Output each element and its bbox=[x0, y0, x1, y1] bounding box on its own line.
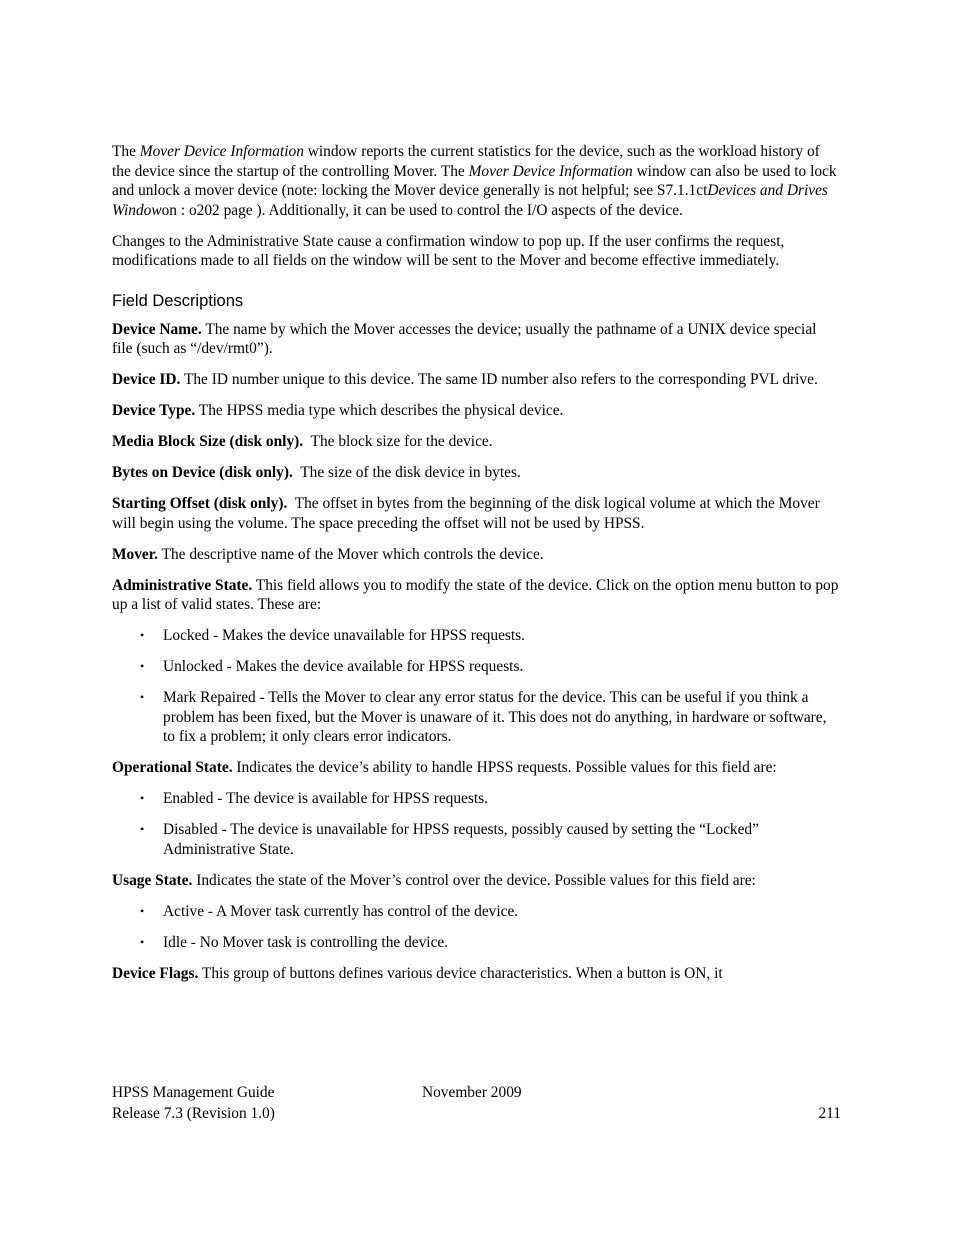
intro-text: window can also be used to lock and unlock a mover device (note: locking the Mover device generally is not helpful; see S7.1.1ct bbox=[112, 162, 837, 199]
list-item-text: Enabled - The device is available for HPSS requests. bbox=[163, 790, 488, 807]
window-name: Mover Device Information bbox=[468, 162, 633, 180]
list-item-text: Unlocked - Makes the device available for HPSS requests. bbox=[163, 658, 524, 675]
list-item bbox=[112, 657, 840, 677]
field-term: Administrative State. bbox=[112, 576, 253, 594]
list-item-text: Disabled - The device is unavailable for HPSS requests, possibly caused by setting the “Locked” Administrative State. bbox=[163, 821, 759, 858]
field-bytes-on-device bbox=[112, 463, 840, 483]
list-item bbox=[112, 820, 840, 859]
list-item bbox=[112, 626, 840, 646]
field-description: The offset in bytes from the beginning of the disk logical volume at which the Mover will begin using the volume. The space preceding the offset will not be used by HPSS. bbox=[112, 495, 824, 532]
field-term: Media Block Size (disk only). bbox=[112, 433, 304, 450]
bullet-icon: • bbox=[140, 791, 145, 805]
field-device-type bbox=[112, 401, 840, 421]
intro-paragraph bbox=[112, 142, 840, 220]
field-media-block-size bbox=[112, 432, 840, 452]
field-starting-offset bbox=[112, 494, 840, 533]
field-term: Starting Offset (disk only). bbox=[112, 495, 288, 512]
field-description: Indicates the state of the Mover’s control over the device. Possible values for this field are: bbox=[192, 871, 756, 889]
field-term: Usage State. bbox=[112, 871, 193, 889]
list-item-text: Mark Repaired - Tells the Mover to clear any error status for the device. This can be useful if you think a problem has been fixed, but the Mover is unaware of it. This does not do anything, in hardware or software, to fix a problem; it only clears error indicators. bbox=[163, 689, 827, 745]
field-description: This field allows you to modify the state of the device. Click on the option menu button to pop up a list of valid states. These are: bbox=[112, 576, 839, 613]
field-description: Indicates the device’s ability to handle HPSS requests. Possible values for this field are: bbox=[232, 759, 777, 776]
field-usage-state bbox=[112, 871, 840, 891]
list-item bbox=[112, 688, 840, 747]
field-operational-state bbox=[112, 758, 840, 778]
field-device-id bbox=[112, 370, 840, 390]
confirmation-paragraph: Changes to the Administrative State cause a confirmation window to pop up. If the user confirms the request, modifications made to all fields on the window will be sent to the Mover and become effective immediately. bbox=[112, 232, 785, 269]
footer-guide-title: HPSS Management Guide bbox=[112, 1084, 275, 1101]
list-item bbox=[112, 933, 840, 953]
bullet-icon: • bbox=[140, 903, 145, 918]
field-term: Operational State. bbox=[112, 759, 233, 776]
intro-text: on : o202 page ). Additionally, it can be used to control the I/O aspects of the device. bbox=[161, 201, 683, 219]
bullet-icon: • bbox=[140, 934, 145, 949]
bullet-icon: • bbox=[140, 822, 145, 836]
intro-text: window reports the current statistics for the device, such as the workload history of the device since the startup of the controlling Mover. The bbox=[112, 143, 820, 180]
usage-state-list bbox=[112, 902, 840, 953]
field-device-name bbox=[112, 320, 840, 359]
list-item-text: Locked - Makes the device unavailable for HPSS requests. bbox=[163, 627, 526, 644]
field-device-flags bbox=[112, 964, 840, 984]
field-administrative-state bbox=[112, 576, 840, 615]
field-term: Mover. bbox=[112, 545, 159, 563]
footer-release: Release 7.3 (Revision 1.0) bbox=[112, 1105, 275, 1122]
page-number: 211 bbox=[818, 1105, 841, 1122]
bullet-icon: • bbox=[140, 659, 145, 673]
admin-state-list bbox=[112, 626, 840, 747]
bullet-icon: • bbox=[140, 690, 145, 704]
window-name: Mover Device Information bbox=[139, 143, 304, 160]
field-mover bbox=[112, 545, 840, 565]
section-heading: Field Descriptions bbox=[112, 291, 244, 310]
list-item bbox=[112, 902, 840, 922]
field-term: Device Flags. bbox=[112, 964, 199, 982]
field-description: The block size for the device. bbox=[303, 433, 493, 450]
footer-date: November 2009 bbox=[422, 1084, 522, 1101]
intro-text: The bbox=[112, 143, 140, 160]
list-item bbox=[112, 789, 840, 809]
page-body bbox=[112, 142, 840, 995]
list-item-text: Active - A Mover task currently has control of the device. bbox=[163, 902, 519, 920]
field-description: The ID number unique to this device. The same ID number also refers to the corresponding PVL drive. bbox=[180, 371, 818, 388]
cross-reference: Devices and Drives Window bbox=[112, 182, 828, 219]
operational-state-list bbox=[112, 789, 840, 859]
field-term: Device Name. bbox=[112, 320, 202, 338]
bullet-icon: • bbox=[140, 628, 145, 642]
field-description: This group of buttons defines various device characteristics. When a button is ON, it bbox=[198, 964, 723, 982]
field-description: The size of the disk device in bytes. bbox=[292, 464, 521, 481]
field-term: Device ID. bbox=[112, 371, 181, 388]
field-description: The descriptive name of the Mover which controls the device. bbox=[158, 545, 544, 563]
field-term: Device Type. bbox=[112, 402, 196, 419]
field-term: Bytes on Device (disk only). bbox=[112, 464, 293, 481]
page-footer bbox=[112, 1082, 841, 1124]
field-description: The name by which the Mover accesses the device; usually the pathname of a UNIX device special file (such as “/dev/rmt0”). bbox=[112, 320, 817, 357]
field-description: The HPSS media type which describes the physical device. bbox=[195, 402, 564, 419]
list-item-text: Idle - No Mover task is controlling the device. bbox=[163, 933, 449, 951]
